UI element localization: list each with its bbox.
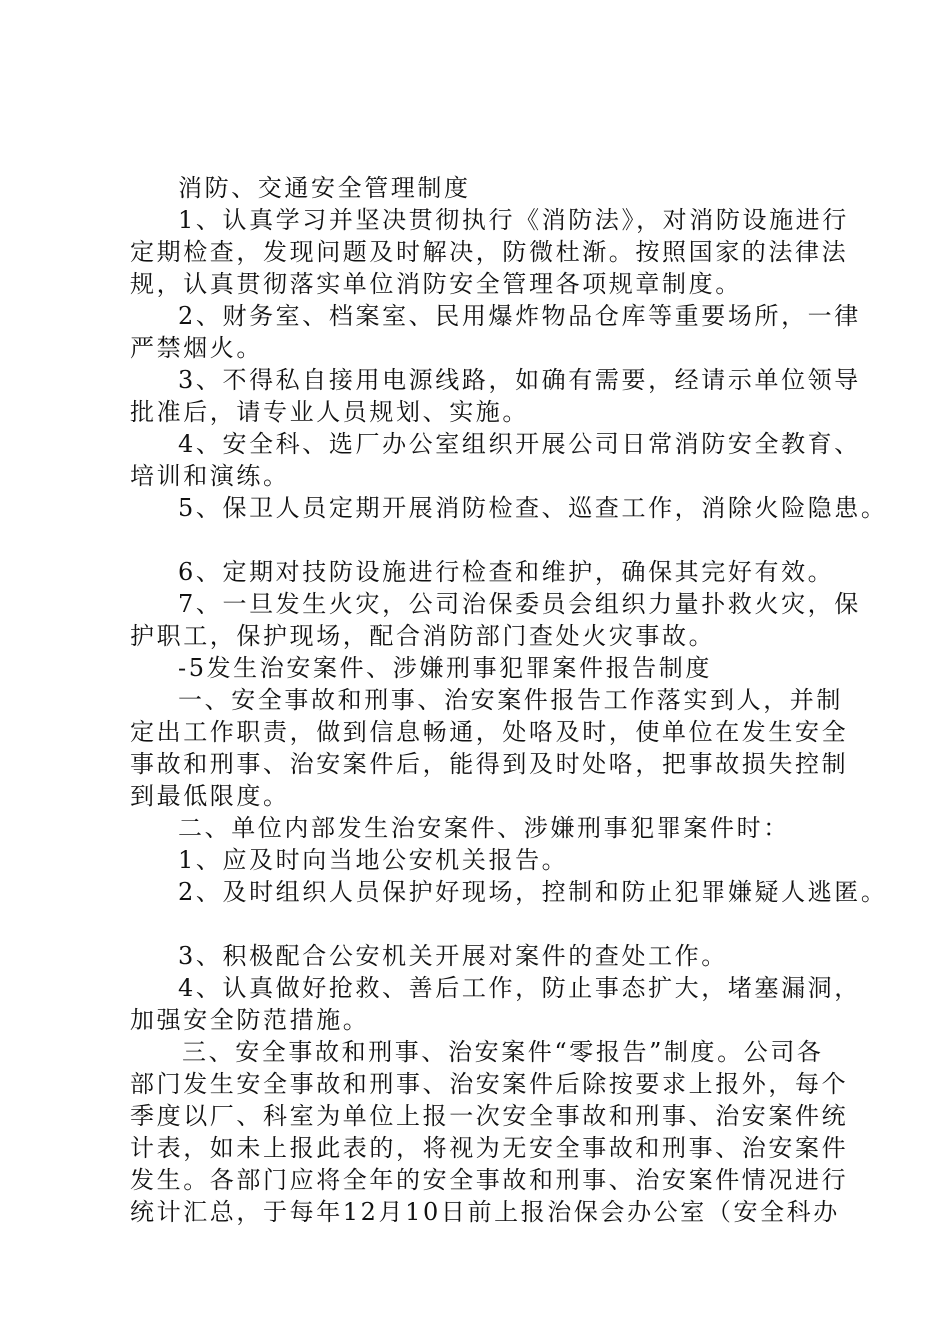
paragraph-line: 2、及时组织人员保护好现场，控制和防止犯罪嫌疑人逃匿。 bbox=[178, 878, 888, 906]
paragraph-line: 一、安全事故和刑事、治安案件报告工作落实到人，并制 bbox=[178, 686, 843, 714]
paragraph-line: 定出工作职责，做到信息畅通，处咯及时，使单位在发生安全 bbox=[130, 718, 849, 746]
document-body bbox=[130, 172, 888, 1228]
paragraph-line: 批准后，请专业人员规划、实施。 bbox=[130, 398, 529, 426]
paragraph-line: 到最低限度。 bbox=[130, 782, 290, 810]
paragraph-line: 4、安全科、选厂办公室组织开展公司日常消防安全教育、 bbox=[178, 430, 861, 458]
paragraph-line: 二、单位内部发生治安案件、涉嫌刑事犯罪案件时： bbox=[178, 814, 790, 842]
paragraph-line: 加强安全防范措施。 bbox=[130, 1006, 370, 1034]
paragraph-line: 季度以厂、科室为单位上报一次安全事故和刑事、治安案件统 bbox=[130, 1102, 849, 1130]
paragraph-line: 3、积极配合公安机关开展对案件的查处工作。 bbox=[178, 942, 728, 970]
section-title-report-system: -5发生治安案件、涉嫌刑事犯罪案件报告制度 bbox=[178, 654, 712, 682]
paragraph-line: 2、财务室、档案室、民用爆炸物品仓库等重要场所，一律 bbox=[178, 302, 861, 330]
paragraph-line: 7、一旦发生火灾，公司治保委员会组织力量扑救火灾，保 bbox=[178, 590, 861, 618]
paragraph-line: 部门发生安全事故和刑事、治安案件后除按要求上报外，每个 bbox=[130, 1070, 849, 1098]
paragraph-line: 3、不得私自接用电源线路，如确有需要，经请示单位领导 bbox=[178, 366, 861, 394]
paragraph-line: 统计汇总，于每年12月10日前上报治保会办公室（安全科办 bbox=[130, 1198, 840, 1226]
paragraph-line: 事故和刑事、治安案件后，能得到及时处咯，把事故损失控制 bbox=[130, 750, 849, 778]
section-title-fire-traffic: 消防、交通安全管理制度 bbox=[178, 174, 471, 202]
paragraph-line: 定期检查，发现问题及时解决，防微杜渐。按照国家的法律法 bbox=[130, 238, 849, 266]
paragraph-line: 1、应及时向当地公安机关报告。 bbox=[178, 846, 569, 874]
paragraph-line: 三、安全事故和刑事、治安案件“零报告”制度。公司各 bbox=[182, 1038, 824, 1066]
paragraph-line: 培训和演练。 bbox=[130, 462, 290, 490]
blank-line bbox=[130, 524, 850, 556]
paragraph-line: 6、定期对技防设施进行检查和维护，确保其完好有效。 bbox=[178, 558, 835, 586]
paragraph-line: 规，认真贯彻落实单位消防安全管理各项规章制度。 bbox=[130, 270, 742, 298]
blank-line bbox=[130, 908, 850, 940]
paragraph-line: 严禁烟火。 bbox=[130, 334, 263, 362]
paragraph-line: 计表，如未上报此表的，将视为无安全事故和刑事、治安案件 bbox=[130, 1134, 849, 1162]
paragraph-line: 发生。各部门应将全年的安全事故和刑事、治安案件情况进行 bbox=[130, 1166, 849, 1194]
paragraph-line: 1、认真学习并坚决贯彻执行《消防法》，对消防设施进行 bbox=[178, 206, 849, 234]
paragraph-line: 5、保卫人员定期开展消防检查、巡查工作，消除火险隐患。 bbox=[178, 494, 888, 522]
paragraph-line: 4、认真做好抢救、善后工作，防止事态扩大，堵塞漏洞， bbox=[178, 974, 861, 1002]
paragraph-line: 护职工，保护现场，配合消防部门查处火灾事故。 bbox=[130, 622, 716, 650]
